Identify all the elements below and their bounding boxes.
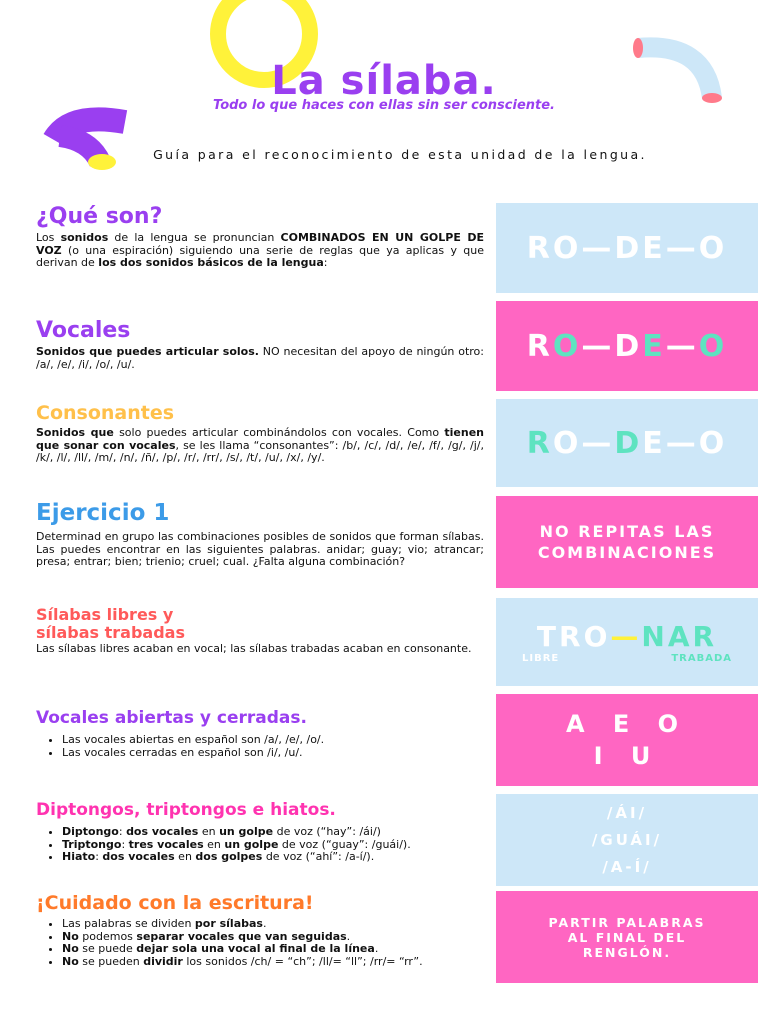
silabas-text: Las sílabas libres acaban en vocal; las sílabas trabadas acaban en consonante. xyxy=(36,642,472,655)
card-rodeo-consonantes-text: RO—DE—O xyxy=(526,425,728,461)
card-rodeo-text: RO—DE—O xyxy=(526,230,728,266)
list-item: • Las vocales cerradas en español son /i/, /u/. xyxy=(62,747,484,760)
section-heading-cuidado: ¡Cuidado con la escritura! xyxy=(36,892,314,914)
card-no-repitas-line1: NO REPITAS LAS xyxy=(539,522,715,541)
ejercicio-text: Determinad en grupo las combinaciones posibles de sonidos que forman sílabas. Las puedes encontrar en las siguientes palabras. anidar; guay; vio; atrancar; presa; entrar; bien; trienio; cruel; cual. ¿Falta alguna combinación? xyxy=(36,530,484,568)
section-heading-diptongos: Diptongos, triptongos e hiatos. xyxy=(36,800,336,820)
section-heading-abiertas: Vocales abiertas y cerradas. xyxy=(36,708,307,728)
list-item: • Triptongo: tres vocales en un golpe de voz (“guay”: /guái/). xyxy=(62,839,484,852)
card-tronar-text: TRO—NAR xyxy=(536,620,718,653)
card-guai-text: /GUÁI/ xyxy=(591,830,663,849)
card-aeo-text: A E O xyxy=(565,710,689,738)
card-partir-line3: RENGLÓN. xyxy=(582,944,672,960)
card-vocales-aeiou xyxy=(496,694,758,786)
section-heading-ejercicio: Ejercicio 1 xyxy=(36,500,170,526)
card-no-repitas-line2: COMBINACIONES xyxy=(537,543,717,562)
list-item: • No podemos separar vocales que van seguidas. xyxy=(62,931,484,944)
diptongos-list xyxy=(36,826,484,864)
label-trabada: TRABADA xyxy=(671,653,732,664)
card-tronar-labels xyxy=(522,653,732,664)
card-partir-palabras xyxy=(496,891,758,983)
guide-text: Guía para el reconocimiento de esta unidad de la lengua. xyxy=(153,147,647,162)
cuidado-list xyxy=(36,918,484,968)
card-rodeo-1 xyxy=(496,203,758,293)
list-item: • Diptongo: dos vocales en un golpe de voz (“hay”: /ái/) xyxy=(62,826,484,839)
abiertas-list xyxy=(36,734,484,759)
section-heading-consonantes: Consonantes xyxy=(36,402,175,424)
page-title: La sílaba. xyxy=(271,58,497,104)
card-partir-line1: PARTIR PALABRAS xyxy=(548,914,706,930)
card-rodeo-consonantes xyxy=(496,399,758,487)
page-subtitle: Todo lo que haces con ellas sin ser consciente. xyxy=(213,98,555,113)
card-rodeo-vocales-text: RO—DE—O xyxy=(526,328,728,364)
list-item: • Las vocales abiertas en español son /a/, /e/, /o/. xyxy=(62,734,484,747)
section-heading-vocales: Vocales xyxy=(36,318,131,343)
list-item: • No se pueden dividir los sonidos /ch/ = “ch”; /ll/= “ll”; /rr/= “rr”. xyxy=(62,956,484,969)
card-a-i-text: /A-Í/ xyxy=(602,857,652,876)
card-tronar xyxy=(496,598,758,686)
section-heading-que-son: ¿Qué son? xyxy=(36,204,163,229)
card-ai-text: /ÁI/ xyxy=(606,803,648,822)
consonantes-text: Sonidos que solo puedes articular combinándolos con vocales. Como tienen que sonar con vocales, se les llama “consonantes”: /b/, /c/, /d/, /e/, /f/, /g/, /j/, /k/, /l/, /ll/, /m/, /n/, /ñ/, /p/, /r/, /rr/, /s/, /t/, /u/, /x/, /y/. xyxy=(36,426,484,464)
card-partir-line2: AL FINAL DEL xyxy=(567,929,687,945)
list-item: • No se puede dejar sola una vocal al final de la línea. xyxy=(62,943,484,956)
label-libre: LIBRE xyxy=(522,653,560,664)
section-heading-silabas: Sílabas libres y sílabas trabadas xyxy=(36,605,185,642)
list-item: • Las palabras se dividen por sílabas. xyxy=(62,918,484,931)
list-item: • Hiato: dos vocales en dos golpes de voz (“ahí”: /a-í/). xyxy=(62,851,484,864)
card-diptongos xyxy=(496,794,758,886)
card-iu-text: I U xyxy=(593,742,661,770)
que-son-text: Los sonidos de la lengua se pronuncian COMBINADOS EN UN GOLPE DE VOZ (o una espiración) siguiendo una serie de reglas que ya aplicas y que derivan de los dos sonidos básicos de la lengua: xyxy=(36,231,484,269)
card-no-repitas xyxy=(496,496,758,588)
card-rodeo-vocales xyxy=(496,301,758,391)
vocales-text: Sonidos que puedes articular solos. NO necesitan del apoyo de ningún otro: /a/, /e/, /i/, /o/, /u/. xyxy=(36,345,484,371)
